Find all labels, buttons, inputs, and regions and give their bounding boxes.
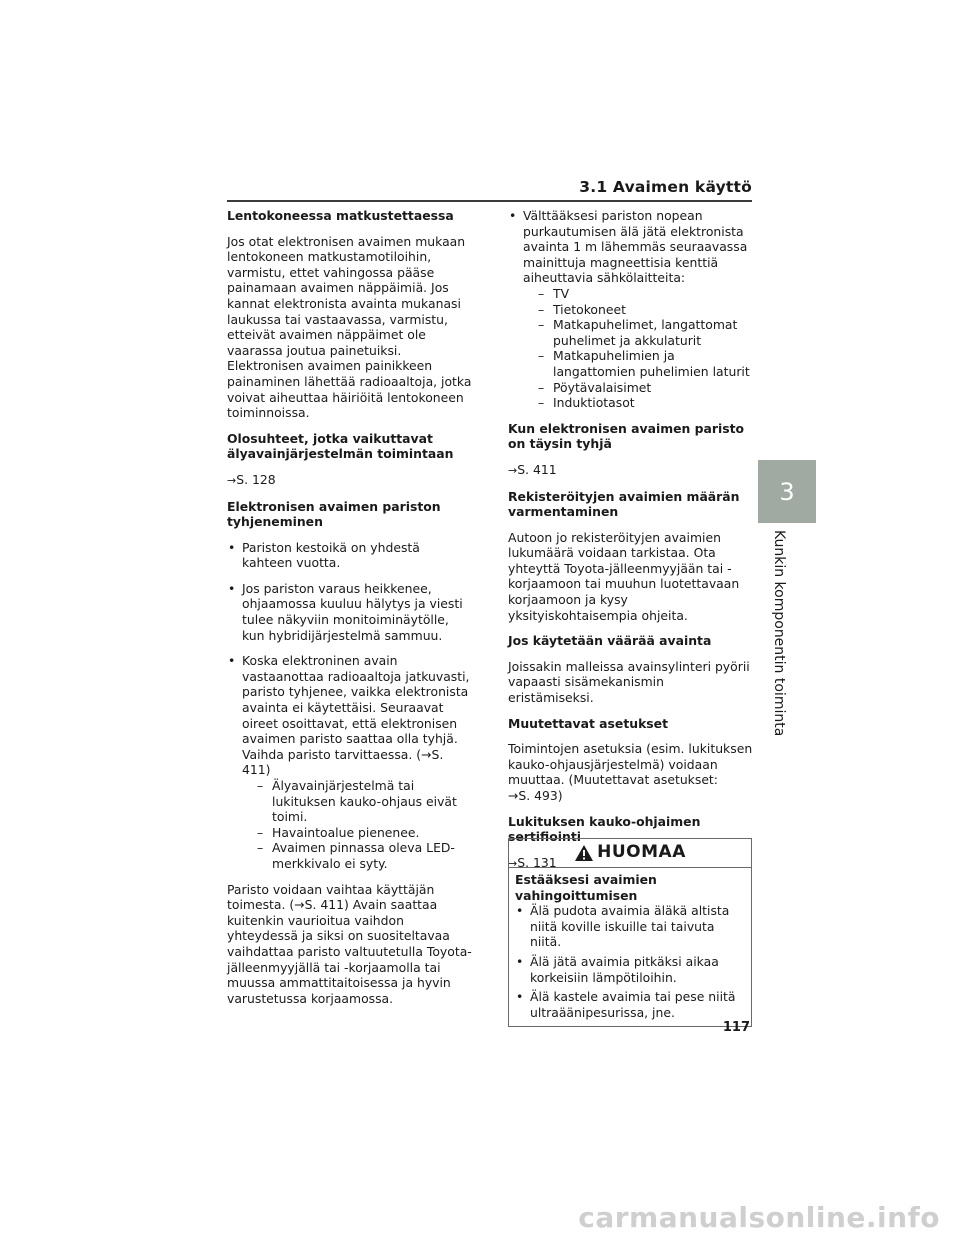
left-column	[227, 208, 472, 1016]
ref-text: S. 128	[236, 471, 276, 487]
warning-icon	[574, 844, 594, 862]
list-item: • Älä jätä avaimia pitkäksi aikaa korkeisiin lämpötiloihin.	[515, 954, 745, 985]
bullet-battery-life: • Pariston kestoikä on yhdestä kahteen vuotta.	[227, 540, 472, 571]
ref-text: S. 131	[517, 854, 557, 870]
list-item: • Älä kastele avaimia tai pese niitä ultraäänipesurissa, jne.	[515, 989, 745, 1020]
notice-box	[508, 838, 752, 1027]
list-item: – Induktiotasot	[523, 395, 753, 411]
bullet-text: Koska elektroninen avain vastaanottaa radioaaltoja jatkuvasti, paristo tyhjenee, vaikka elektronista avainta ei käytettäisi. Seuraavat oireet osoittavat, että elektronisen avaimen paristo saattaa olla tyhjä. Vaihda paristo tarvittaessa. (	[242, 653, 470, 762]
ref-conditions[interactable]	[227, 472, 472, 489]
heading-airplane: Lentokoneessa matkustettaessa	[227, 208, 454, 223]
heading-customization: Muutettavat asetukset	[508, 715, 669, 731]
bullet-magnetic-fields	[508, 208, 753, 411]
notice-header	[509, 839, 751, 868]
heading-conditions: Olosuhteet, jotka vaikuttavat älyavainjärjestelmän toimintaan	[227, 430, 454, 462]
list-item: – TV	[523, 286, 753, 302]
heading-registered-keys: Rekisteröityjen avaimien määrän varmentaminen	[508, 488, 740, 520]
paragraph-wrong-key: Joissakin malleissa avainsylinteri pyörii vapaasti sisämekanismin eristämiseksi.	[508, 658, 750, 706]
list-item: – Tietokoneet	[523, 302, 753, 318]
notice-body	[509, 868, 751, 1026]
paragraph-customization	[508, 741, 753, 803]
right-column	[508, 208, 753, 881]
arrow-icon: →	[508, 856, 518, 870]
list-item: – Matkapuhelimien ja langattomien puhelimien laturit	[523, 348, 753, 379]
chapter-tab[interactable]: 3	[758, 460, 816, 523]
arrow-icon: →	[294, 897, 305, 913]
chapter-title-vertical: Kunkin komponentin toiminta	[771, 530, 787, 737]
heading-certification: Lukituksen kauko-ohjaimen sertifiointi	[508, 813, 701, 845]
notice-heading: Estääksesi avaimien vahingoittumisen	[515, 872, 657, 903]
page-number: 117	[722, 1020, 750, 1035]
list-item: – Matkapuhelimet, langattomat puhelimet ja akkulaturit	[523, 317, 753, 348]
heading-battery-empty: Kun elektronisen avaimen paristo on täysin tyhjä	[508, 420, 745, 452]
paragraph-registered-keys: Autoon jo rekisteröityjen avaimien lukumäärä voidaan tarkistaa. Ota yhteyttä Toyota-jälleenmyyjään tai -korjaamoon tai muuhun luotettavaan korjaamoon ja kysy yksityiskohtaisempia ohjeita.	[508, 529, 740, 623]
paragraph-text: Paristo voidaan vaihtaa käyttäjän toimesta. (	[227, 881, 435, 913]
section-title: 3.1 Avaimen käyttö	[579, 178, 752, 196]
paragraph-battery-replacement	[227, 882, 472, 1007]
symptom-list	[242, 778, 472, 872]
ref-text[interactable]: S. 493)	[518, 788, 563, 803]
paragraph-text: Avain saattaa kuitenkin vaurioitua vaihdon yhteydessä ja siksi on suositeltavaa vaihdattaa paristo valtuutetulla Toyota-jälleenmyyjällä tai -korjaamolla tai muussa ammattitaitoisessa ja hyvin varustetussa korjaamossa.	[227, 897, 472, 1006]
appliance-list	[523, 286, 753, 411]
paragraph-airplane: Jos otat elektronisen avaimen mukaan lentokoneen matkustamotiloihin, varmistu, ettet vahingossa pääse painamaan avaimen näppäimiä. Jos kannat elektronista avainta mukanasi laukussa tai vastaavassa, varmistu, etteivät avaimen näppäimet ole vaarassa joutua painetuiksi. Elektronisen avaimen painikkeen painaminen lähettää radioaaltoja, jotka voivat aiheuttaa häiriöitä lentokoneen toiminnoissa.	[227, 233, 472, 421]
list-item: • Älä pudota avaimia äläkä altista niitä koville iskuille tai taivuta niitä.	[515, 903, 745, 950]
list-item: – Älyavainjärjestelmä tai lukituksen kauko-ohjaus eivät toimi.	[242, 778, 472, 825]
heading-battery-depletion: Elektronisen avaimen pariston tyhjeneminen	[227, 498, 441, 530]
watermark: carmanualsonline.info	[578, 1201, 940, 1234]
arrow-icon: →	[227, 473, 237, 487]
list-item: – Havaintoalue pienenee.	[242, 825, 472, 841]
arrow-icon: →	[421, 746, 432, 762]
ref-text[interactable]: S. 411)	[304, 897, 349, 913]
ref-battery-empty[interactable]	[508, 462, 753, 479]
heading-wrong-key: Jos käytetään väärää avainta	[508, 633, 712, 649]
bullet-low-battery: • Jos pariston varaus heikkenee, ohjaamossa kuuluu hälytys ja viesti tulee näkyviin monitoiminäytölle, kun hybridijärjestelmä sammuu.	[227, 581, 472, 643]
ref-text: S. 411	[517, 461, 557, 477]
list-item: – Avaimen pinnassa oleva LED-merkkivalo ei syty.	[242, 840, 472, 871]
arrow-icon: →	[508, 463, 518, 477]
bullet-continuous-reception	[227, 653, 472, 871]
list-item: – Pöytävalaisimet	[523, 380, 753, 396]
arrow-icon: →	[508, 788, 519, 803]
paragraph-text: Toimintojen asetuksia (esim. lukituksen kauko-ohjausjärjestelmä) voidaan muuttaa. (Muutettavat asetukset:	[508, 741, 753, 788]
notice-title: HUOMAA	[597, 842, 686, 863]
bullet-text: Välttääksesi pariston nopean purkautumisen älä jätä elektronista avainta 1 m lähemmäs seuraavassa mainittuja magneettisia kenttiä aiheuttavia sähkölaitteita:	[523, 208, 748, 286]
ref-text[interactable]: S. 411)	[242, 746, 444, 778]
header-rule	[227, 200, 752, 202]
